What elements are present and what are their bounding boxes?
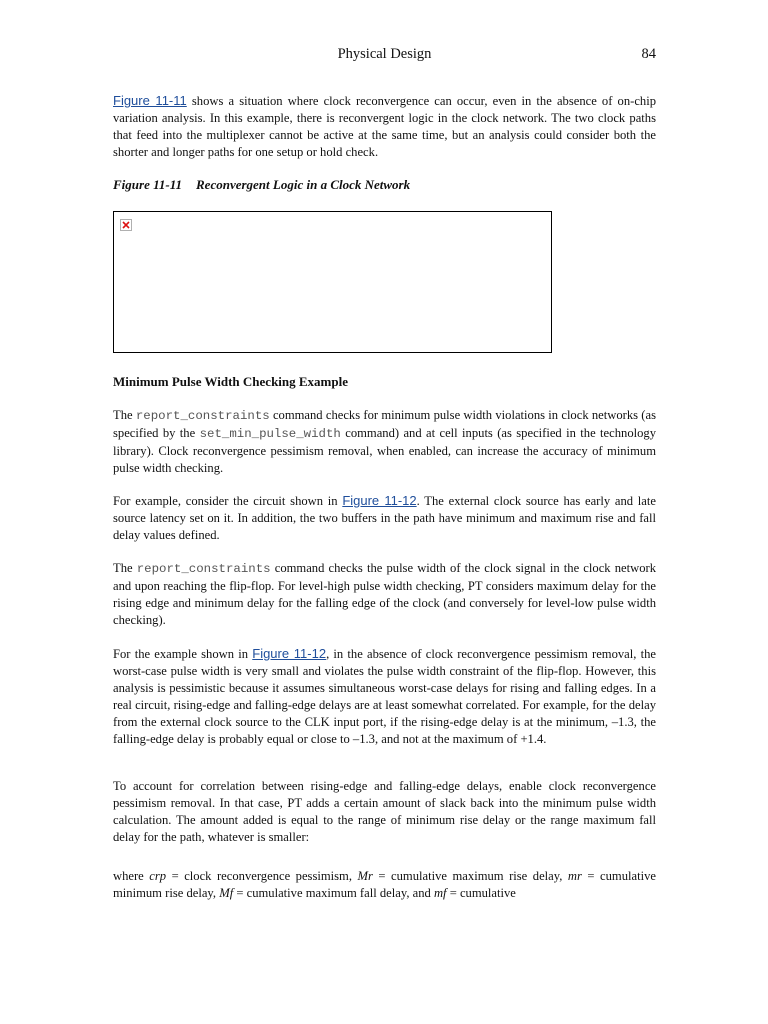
paragraph-correlation <box>113 778 656 846</box>
var-mf-min: mf <box>433 886 447 900</box>
paragraph-pessimism-example <box>113 645 656 748</box>
paragraph-text: command checks the pulse width of the clock signal in the clock network and upon reaching the flip-flop. For level-high pulse width checking, PT considers maximum delay for the rising edge and minimum delay for the falling edge of the clock (and conversely for level-low pulse width checking). <box>113 561 656 627</box>
figure-11-12-link[interactable]: Figure 11-12 <box>342 493 417 508</box>
paragraph-report-constraints <box>113 407 656 477</box>
paragraph-intro <box>113 92 656 161</box>
paragraph-definitions <box>113 868 656 902</box>
var-crp: crp <box>149 869 167 883</box>
command-set-min-pulse-width: set_min_pulse_width <box>199 427 341 441</box>
paragraph-example-circuit <box>113 492 656 544</box>
paragraph-text: = cumulative <box>446 886 516 900</box>
command-report-constraints: report_constraints <box>136 562 271 576</box>
paragraph-text: To account for correlation between rising-edge and falling-edge delays, enable clock reconvergence pessimism removal. In that case, PT adds a certain amount of slack back into the minimum pulse width calculation. The amount added is equal to the range of minimum rise delay or the range maximum fall delay for the path, whatever is smaller: <box>113 779 656 844</box>
paragraph-text: For example, consider the circuit shown in <box>113 494 343 508</box>
var-mf-max: Mf <box>219 886 234 900</box>
paragraph-text: command checks for minimum pulse width violations in clock networks (as specified by the <box>113 408 656 440</box>
paragraph-text: The <box>113 408 136 422</box>
paragraph-text: where <box>113 869 150 883</box>
figure-11-12-link[interactable]: Figure 11-12 <box>252 646 327 661</box>
paragraph-text: = cumulative maximum fall delay, and <box>233 886 434 900</box>
var-mr-max: Mr <box>357 869 373 883</box>
paragraph-text: = cumulative minimum rise delay, <box>113 869 656 900</box>
broken-image-icon <box>120 219 132 231</box>
paragraph-text: shows a situation where clock reconvergence can occur, even in the absence of on-chip variation analysis. In this example, there is reconvergent logic in the clock network. The two clock paths that feed into the multiplexer cannot be active at the same time, but an analysis could consider both the shorter and longer paths for one setup or hold check. <box>113 94 656 159</box>
figure-11-11-link[interactable]: Figure 11-11 <box>113 93 187 108</box>
paragraph-pulse-width-check <box>113 560 656 629</box>
paragraph-text: = cumulative maximum rise delay, <box>372 869 568 883</box>
figure-title: Reconvergent Logic in a Clock Network <box>196 177 411 192</box>
paragraph-text: = clock reconvergence pessimism, <box>166 869 358 883</box>
figure-caption <box>113 176 656 193</box>
paragraph-text: For the example shown in <box>113 647 253 661</box>
paragraph-text: command) and at cell inputs (as specified in the technology library). Clock reconvergence pessimism removal, when enabled, can increase the accuracy of minimum pulse width checking. <box>113 426 657 475</box>
paragraph-text: . The external clock source has early and late source latency set on it. In addition, the two buffers in the path have minimum and maximum rise and fall delay values defined. <box>113 494 656 542</box>
page-header <box>113 46 656 66</box>
header-title: Physical Design <box>337 46 432 62</box>
paragraph-text: The <box>113 561 137 575</box>
command-report-constraints: report_constraints <box>135 409 270 423</box>
figure-number: Figure 11-11 <box>113 177 182 192</box>
var-mr-min: mr <box>567 869 582 883</box>
section-heading-block <box>113 373 656 390</box>
section-heading: Minimum Pulse Width Checking Example <box>113 374 348 389</box>
page-number: 84 <box>641 46 656 62</box>
paragraph-text: , in the absence of clock reconvergence pessimism removal, the worst-case pulse width is very small and violates the pulse width constraint of the flip-flop. However, this analysis is pessimistic because it assumes simultaneous worst-case delays for rising and falling edges. In a real circuit, rising-edge and falling-edge delays are at least somewhat correlated. For example, for the delay from the external clock source to the CLK input port, if the rising-edge delay is at the minimum, –1.3, the falling-edge delay is probably equal or close to –1.3, and not at the maximum of +1.4. <box>113 647 656 746</box>
figure-image-placeholder <box>113 211 552 353</box>
